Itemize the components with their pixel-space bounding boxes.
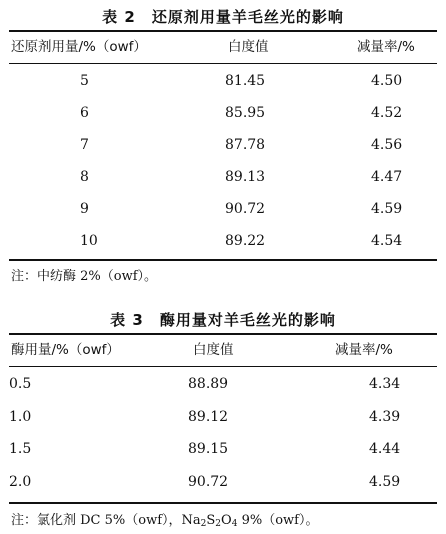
table2-whiteness-cell: 85.95 [225,105,266,121]
table3-whiteness-cell: 89.12 [188,408,229,425]
table2-header-dose: 还原剂用量/%（owf） [11,39,147,55]
table2-dose-cell: 6 [80,105,89,121]
table3-note-sub2: 2 [215,519,222,529]
table3-note-mid: S [206,513,216,528]
table2-whiteness-cell: 87.78 [225,137,266,153]
table3-whiteness-cell: 90.72 [188,473,229,490]
table-row [9,134,437,156]
table3-note [11,509,318,529]
table3-whiteness-cell: 89.15 [188,441,229,457]
table-row [9,102,437,124]
table2-header-weight-loss: 减量率/% [357,39,415,55]
table-row [9,166,437,188]
table3-header-weight-loss: 减量率/% [335,342,393,358]
table2-dose-cell: 5 [80,73,89,89]
table2-dose-cell: 8 [80,169,89,185]
table3-note-prefix: 注：氯化剂 DC 5%（owf），Na [11,513,201,528]
table3-note-sub3: 4 [231,519,238,529]
table-row [9,438,437,460]
table-row [9,198,437,220]
table3-title: 表 3 酶用量对羊毛丝光的影响 [110,311,336,329]
table3-dose-cell: 1.0 [9,408,32,425]
table3-dose-cell: 1.5 [9,441,32,457]
table2-weight-loss-cell: 4.50 [371,73,403,89]
table2-whiteness-cell: 81.45 [225,73,266,89]
table3-dose-cell: 2.0 [9,473,32,490]
table3-weight-loss-cell: 4.39 [369,408,401,425]
table3-note-suffix: 9%（owf）。 [237,513,319,528]
table2-whiteness-cell: 90.72 [225,201,266,217]
table3-weight-loss-cell: 4.59 [369,473,401,490]
table2-header-rule [9,63,437,64]
table2-dose-cell: 10 [80,233,98,249]
table3-bottom-rule [9,502,437,504]
table2-header-whiteness: 白度值 [228,39,269,55]
table-row [9,70,437,92]
table2-bottom-rule [9,259,437,261]
table3-header-rule [9,366,437,367]
table2-note: 注：中纺酶 2%（owf）。 [11,269,158,284]
table2-whiteness-cell: 89.22 [225,233,266,249]
table-row [9,406,437,428]
table3-header-dose: 酶用量/%（owf） [11,342,120,358]
table-row [9,373,437,395]
table2-dose-cell: 7 [80,137,89,153]
table2-weight-loss-cell: 4.54 [371,233,403,249]
table2-weight-loss-cell: 4.59 [371,201,403,217]
table3-whiteness-cell: 88.89 [188,376,229,392]
table3-note-sub1: 2 [200,519,207,529]
table3-top-rule [9,333,437,335]
table3-weight-loss-cell: 4.44 [369,441,401,457]
table3-dose-cell: 0.5 [9,376,32,392]
table2-weight-loss-cell: 4.47 [371,169,403,185]
table-row [9,230,437,252]
table2-weight-loss-cell: 4.52 [371,105,403,121]
table3-note-mid2: O [221,513,232,528]
table2-whiteness-cell: 89.13 [225,169,266,185]
table2-header-row [9,36,437,58]
table3-header-whiteness: 白度值 [193,342,234,358]
table2-weight-loss-cell: 4.56 [371,137,403,153]
table2-title: 表 2 还原剂用量羊毛丝光的影响 [102,8,344,26]
table2-dose-cell: 9 [80,201,89,217]
table-row [9,471,437,493]
table3-header-row [9,339,437,361]
table3-weight-loss-cell: 4.34 [369,376,401,392]
table2-top-rule [9,30,437,32]
